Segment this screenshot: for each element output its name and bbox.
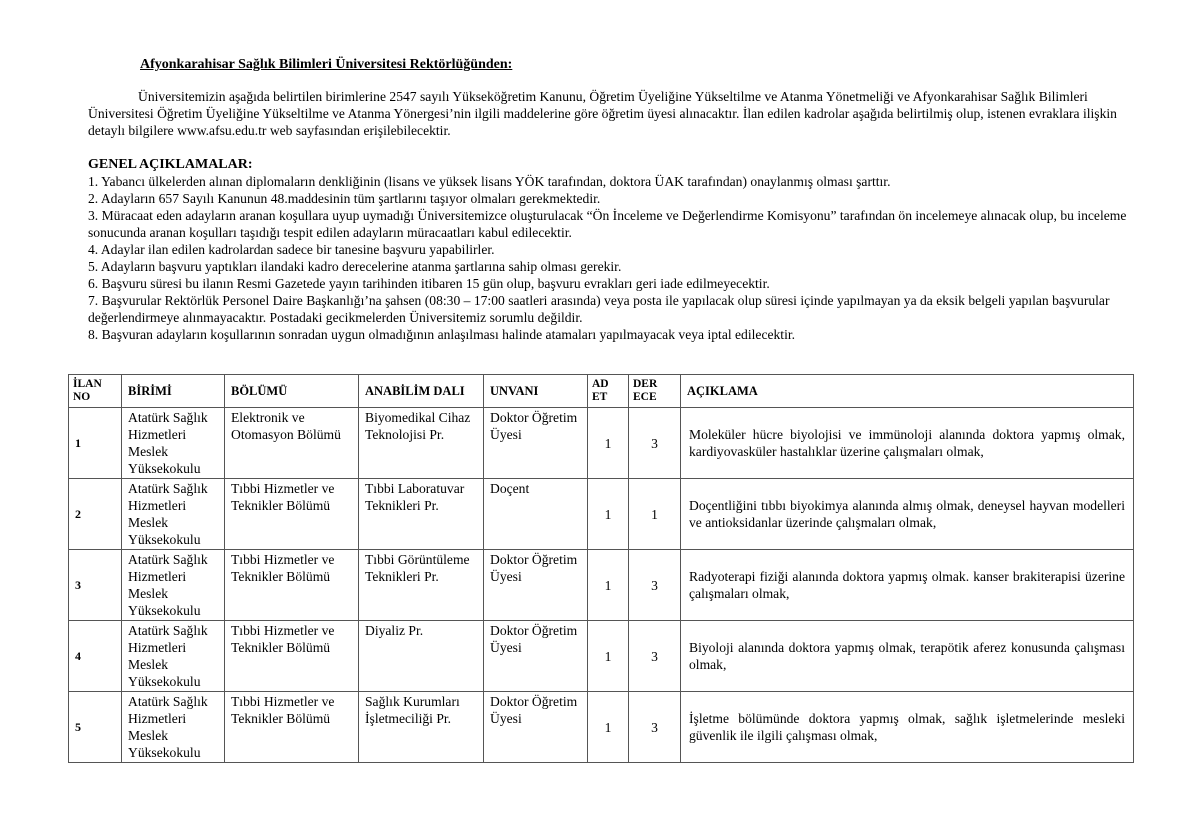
cell-derece: 3 [629, 621, 681, 692]
table-row [69, 692, 1134, 763]
header-unvani: UNVANI [484, 375, 588, 408]
cell-anabilim-dali: Biyomedikal Cihaz Teknolojisi Pr. [359, 408, 484, 479]
cell-derece: 3 [629, 692, 681, 763]
cell-adet: 1 [588, 621, 629, 692]
cell-adet: 1 [588, 550, 629, 621]
cell-bolumu: Tıbbi Hizmetler ve Teknikler Bölümü [225, 550, 359, 621]
cell-bolumu: Tıbbi Hizmetler ve Teknikler Bölümü [225, 692, 359, 763]
cell-birimi: Atatürk Sağlık Hizmetleri Meslek Yüksekokulu [122, 692, 225, 763]
table-row [69, 408, 1134, 479]
table-header-row [69, 375, 1134, 408]
cell-ilan-no: 1 [69, 408, 122, 479]
table-row [69, 621, 1134, 692]
note-item: 4. Adaylar ilan edilen kadrolardan sadece bir tanesine başvuru yapabilirler. [88, 242, 495, 257]
cell-unvani: Doktor Öğretim Üyesi [484, 408, 588, 479]
cell-anabilim-dali: Tıbbi Görüntüleme Teknikleri Pr. [359, 550, 484, 621]
header-anabilim-dali: ANABİLİM DALI [359, 375, 484, 408]
note-item: 2. Adayların 657 Sayılı Kanunun 48.maddesinin tüm şartlarını taşıyor olmaları gerekmektedir. [88, 191, 601, 206]
cell-derece: 1 [629, 479, 681, 550]
cell-ilan-no: 5 [69, 692, 122, 763]
page-title: Afyonkarahisar Sağlık Bilimleri Üniversitesi Rektörlüğünden: [140, 57, 513, 72]
cell-ilan-no: 4 [69, 621, 122, 692]
note-item: 7. Başvurular Rektörlük Personel Daire Başkanlığı’na şahsen (08:30 – 17:00 saatleri arasında) veya posta ile yapılacak olup süresi içinde yapılmayan ya da eksik belgeli yapılan başvurular değerlendirmeye alınmayacaktır. Postadaki gecikmelerden Üniversitemiz sorumlu değildir. [88, 293, 1110, 325]
cell-ilan-no: 3 [69, 550, 122, 621]
header-derece: DER ECE [629, 375, 681, 408]
header-aciklama: AÇIKLAMA [681, 375, 1134, 408]
note-item: 8. Başvuran adayların koşullarının sonradan uygun olmadığının anlaşılması halinde atamaları yapılmayacak veya iptal edilecektir. [88, 327, 796, 342]
cell-adet: 1 [588, 479, 629, 550]
header-adet: AD ET [588, 375, 629, 408]
cell-aciklama: İşletme bölümünde doktora yapmış olmak, sağlık işletmelerinde mesleki güvenlik ile ilgili çalışması olmak, [681, 692, 1134, 763]
cell-anabilim-dali: Sağlık Kurumları İşletmeciliği Pr. [359, 692, 484, 763]
cell-aciklama: Biyoloji alanında doktora yapmış olmak, terapötik aferez konusunda çalışması olmak, [681, 621, 1134, 692]
header-birimi: BİRİMİ [122, 375, 225, 408]
note-item: 3. Müracaat eden adayların aranan koşullara uyup uymadığı Üniversitemizce oluşturulacak “Ön İnceleme ve Değerlendirme Komisyonu” tarafından ön incelemeye alınacak olup, bu inceleme sonucunda aranan koşulları taşıdığı tespit edilen adayların müracaatları kabul edilecektir. [88, 208, 1127, 240]
cell-bolumu: Tıbbi Hizmetler ve Teknikler Bölümü [225, 479, 359, 550]
positions-table [68, 374, 1134, 763]
cell-bolumu: Tıbbi Hizmetler ve Teknikler Bölümü [225, 621, 359, 692]
cell-adet: 1 [588, 692, 629, 763]
cell-bolumu: Elektronik ve Otomasyon Bölümü [225, 408, 359, 479]
cell-aciklama: Radyoterapi fiziği alanında doktora yapmış olmak. kanser brakiterapisi üzerine çalışmaları olmak, [681, 550, 1134, 621]
note-item: 5. Adayların başvuru yaptıkları ilandaki kadro derecelerine atanma şartlarına sahip olması gerekir. [88, 259, 622, 274]
cell-unvani: Doktor Öğretim Üyesi [484, 692, 588, 763]
cell-ilan-no: 2 [69, 479, 122, 550]
note-item: 6. Başvuru süresi bu ilanın Resmi Gazetede yayın tarihinden itibaren 15 gün olup, başvuru evrakları geri iade edilmeyecektir. [88, 276, 770, 291]
header-bolumu: BÖLÜMÜ [225, 375, 359, 408]
cell-anabilim-dali: Tıbbi Laboratuvar Teknikleri Pr. [359, 479, 484, 550]
table-row [69, 550, 1134, 621]
general-notes-list [88, 173, 1148, 343]
header-ilan-no: İLAN NO [69, 375, 122, 408]
general-notes-heading: GENEL AÇIKLAMALAR: [88, 157, 253, 172]
cell-unvani: Doktor Öğretim Üyesi [484, 621, 588, 692]
cell-unvani: Doktor Öğretim Üyesi [484, 550, 588, 621]
cell-derece: 3 [629, 408, 681, 479]
cell-adet: 1 [588, 408, 629, 479]
cell-birimi: Atatürk Sağlık Hizmetleri Meslek Yüksekokulu [122, 479, 225, 550]
cell-aciklama: Doçentliğini tıbbı biyokimya alanında almış olmak, deneysel hayvan modelleri ve antioksidanlar üzerinde çalışmaları olmak, [681, 479, 1134, 550]
note-item: 1. Yabancı ülkelerden alınan diplomaların denkliğinin (lisans ve yüksek lisans YÖK tarafından, doktora ÜAK tarafından) onaylanmış olması şarttır. [88, 174, 891, 189]
cell-birimi: Atatürk Sağlık Hizmetleri Meslek Yüksekokulu [122, 550, 225, 621]
cell-birimi: Atatürk Sağlık Hizmetleri Meslek Yüksekokulu [122, 408, 225, 479]
cell-birimi: Atatürk Sağlık Hizmetleri Meslek Yüksekokulu [122, 621, 225, 692]
cell-aciklama: Moleküler hücre biyolojisi ve immünoloji alanında doktora yapmış olmak, kardiyovasküler hastalıklar üzerine çalışmaları olmak, [681, 408, 1134, 479]
cell-anabilim-dali: Diyaliz Pr. [359, 621, 484, 692]
intro-paragraph: Üniversitemizin aşağıda belirtilen birimlerine 2547 sayılı Yükseköğretim Kanunu, Öğretim Üyeliğine Yükseltilme ve Atanma Yönetmeliği ve Afyonkarahisar Sağlık Bilimleri Üniversitesi Öğretim Üyeliğine Yükseltilme ve Atanma Yönergesi’nin ilgili maddelerine göre öğretim üyesi alınacaktır. İlan edilen kadrolar aşağıda belirtilmiş olup, istenen evraklara ilişkin detaylı bilgilere www.afsu.edu.tr web sayfasından erişilebilecektir. [88, 89, 1117, 138]
cell-unvani: Doçent [484, 479, 588, 550]
cell-derece: 3 [629, 550, 681, 621]
table-row [69, 479, 1134, 550]
